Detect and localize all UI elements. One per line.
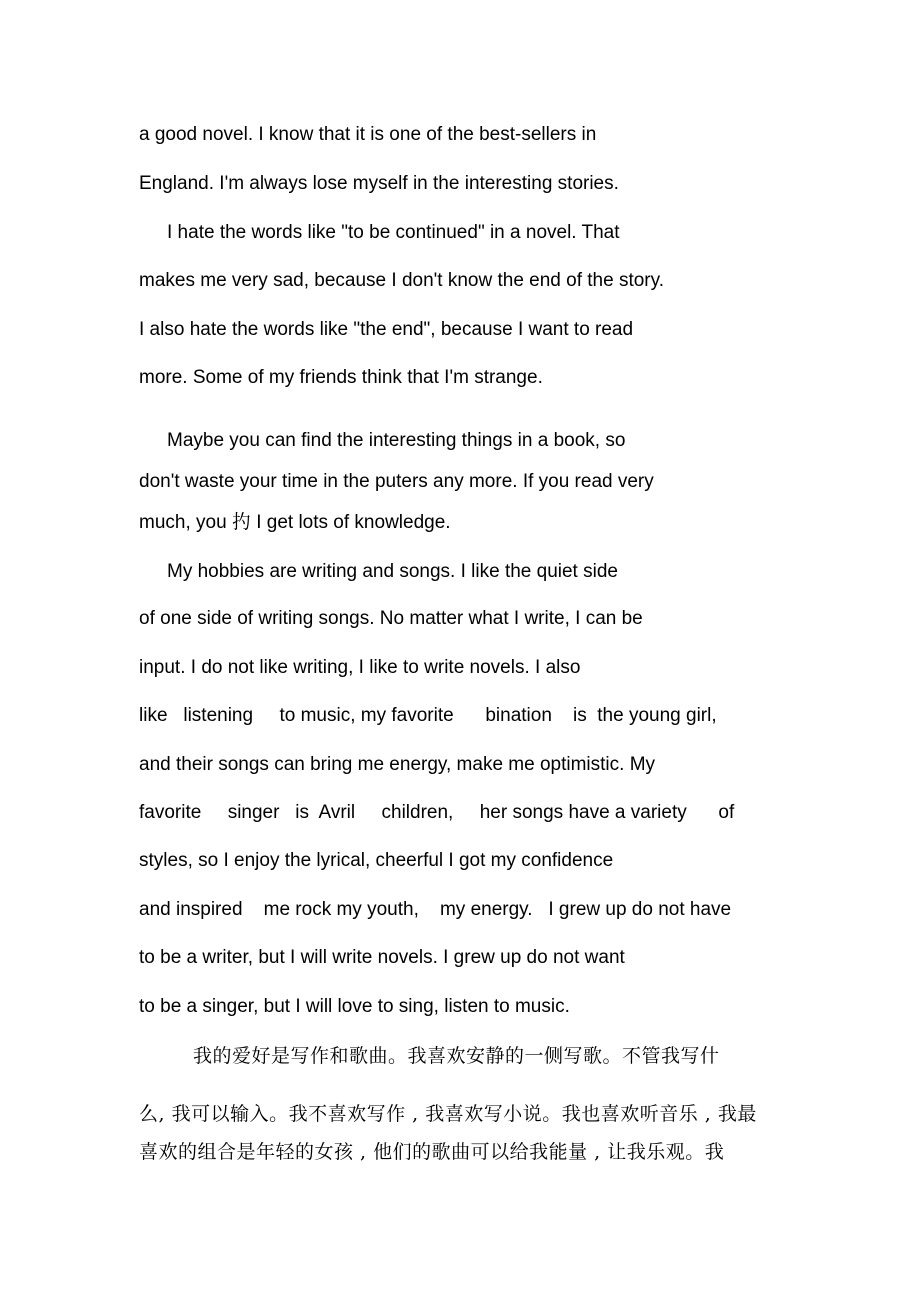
chinese-text-line: 么, 我可以输入。我不喜欢写作 , 我喜欢写小说。我也喜欢听音乐 , 我最 [139,1103,757,1125]
text-line: don't waste your time in the puters any more. If you read very [139,471,654,492]
paragraph-start-line: Maybe you can find the interesting things in a book, so [167,430,626,451]
text-line: England. I'm always lose myself in the interesting stories. [139,173,619,194]
text-line: more. Some of my friends think that I'm strange. [139,367,543,388]
text-line: much, you 扚 I get lots of knowledge. [139,512,451,533]
paragraph-start-line: I hate the words like "to be continued" in a novel. That [167,222,620,243]
text-line: makes me very sad, because I don't know the end of the story. [139,270,664,291]
text-line: and their songs can bring me energy, make me optimistic. My [139,754,656,775]
text-line: styles, so I enjoy the lyrical, cheerful I got my confidence [139,850,614,871]
paragraph-start-line: My hobbies are writing and songs. I like the quiet side [167,561,618,582]
text-line: like listening to music, my favorite bination is the young girl, [139,705,717,726]
chinese-text-line: 喜欢的组合是年轻的女孩 , 他们的歌曲可以给我能量 , 让我乐观。我 [139,1141,725,1163]
text-line: input. I do not like writing, I like to write novels. I also [139,657,581,678]
text-line: a good novel. I know that it is one of the best-sellers in [139,124,597,145]
text-line: and inspired me rock my youth, my energy. I grew up do not have [139,899,732,920]
text-line: favorite singer is Avril children, her songs have a variety of [139,802,735,823]
text-line: to be a singer, but I will love to sing, listen to music. [139,996,570,1017]
chinese-paragraph-start-line: 我的爱好是写作和歌曲。我喜欢安静的一侧写歌。不管我写什 [193,1045,720,1067]
text-line: I also hate the words like "the end", because I want to read [139,319,634,340]
text-line: to be a writer, but I will write novels. I grew up do not want [139,947,625,968]
text-line: of one side of writing songs. No matter what I write, I can be [139,608,643,629]
